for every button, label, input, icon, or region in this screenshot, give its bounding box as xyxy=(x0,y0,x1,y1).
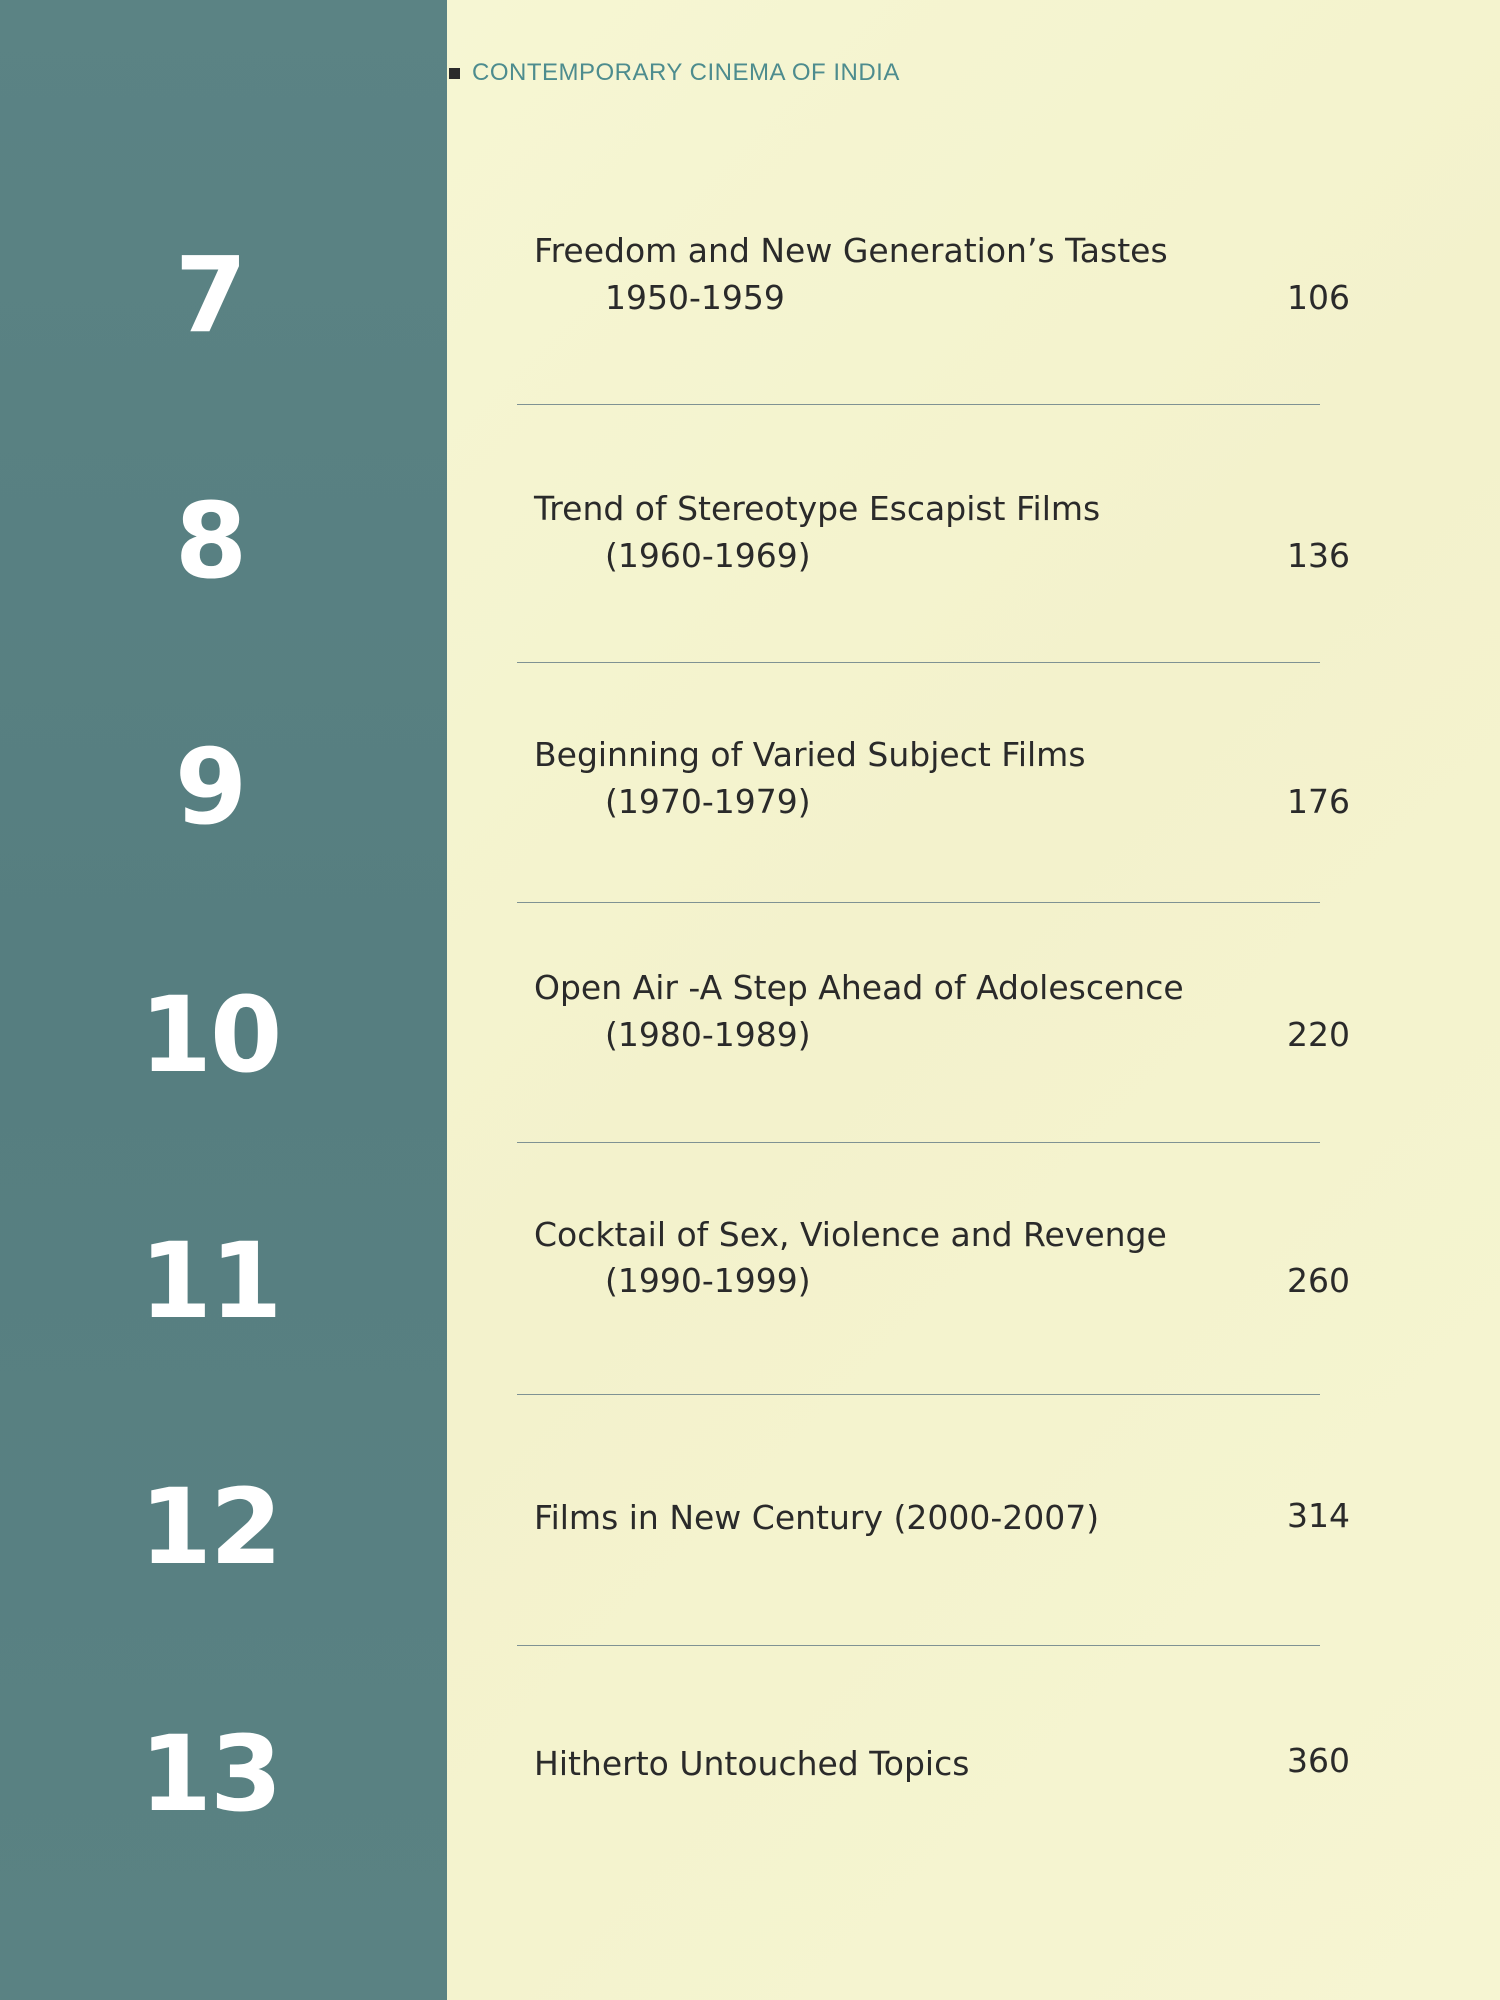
toc-entry-title[interactable]: Beginning of Varied Subject Films xyxy=(534,735,1086,774)
toc-entry-title[interactable]: Cocktail of Sex, Violence and Revenge xyxy=(534,1215,1167,1254)
chapter-number-10: 10 xyxy=(139,974,281,1096)
toc-entry-subtitle: 1950-1959 xyxy=(605,278,785,317)
chapter-number-9: 9 xyxy=(174,726,246,848)
divider-rule xyxy=(517,1394,1320,1395)
toc-entry-subtitle: (1970-1979) xyxy=(605,782,811,821)
toc-entry-title[interactable]: Films in New Century (2000-2007) xyxy=(534,1498,1100,1537)
running-head xyxy=(449,58,900,88)
chapter-number-8: 8 xyxy=(174,480,246,602)
chapter-number-7: 7 xyxy=(174,234,246,356)
divider-rule xyxy=(517,662,1320,663)
toc-entry-page[interactable]: 106 xyxy=(1287,278,1350,317)
toc-entry-page[interactable]: 260 xyxy=(1287,1261,1350,1300)
divider-rule xyxy=(517,404,1320,405)
divider-rule xyxy=(517,902,1320,903)
toc-entry-subtitle: (1960-1969) xyxy=(605,536,811,575)
toc-entry-subtitle: (1990-1999) xyxy=(605,1261,811,1300)
toc-entry-title[interactable]: Freedom and New Generation’s Tastes xyxy=(534,231,1168,270)
chapter-number-12: 12 xyxy=(139,1466,281,1588)
chapter-number-13: 13 xyxy=(139,1713,281,1835)
toc-entry-title[interactable]: Open Air -A Step Ahead of Adolescence xyxy=(534,968,1184,1007)
divider-rule xyxy=(517,1645,1320,1646)
toc-entry-title[interactable]: Trend of Stereotype Escapist Films xyxy=(534,489,1101,528)
divider-rule xyxy=(517,1142,1320,1143)
square-bullet-icon xyxy=(449,68,460,79)
toc-entry-page[interactable]: 314 xyxy=(1287,1496,1350,1535)
toc-entry-subtitle: (1980-1989) xyxy=(605,1015,811,1054)
toc-entry-page[interactable]: 360 xyxy=(1287,1741,1350,1780)
running-head-text: CONTEMPORARY CINEMA OF INDIA xyxy=(472,59,900,86)
chapter-number-11: 11 xyxy=(139,1220,281,1342)
toc-entry-title[interactable]: Hitherto Untouched Topics xyxy=(534,1744,970,1783)
toc-entry-page[interactable]: 220 xyxy=(1287,1015,1350,1054)
toc-entry-page[interactable]: 176 xyxy=(1287,782,1350,821)
toc-entry-page[interactable]: 136 xyxy=(1287,536,1350,575)
